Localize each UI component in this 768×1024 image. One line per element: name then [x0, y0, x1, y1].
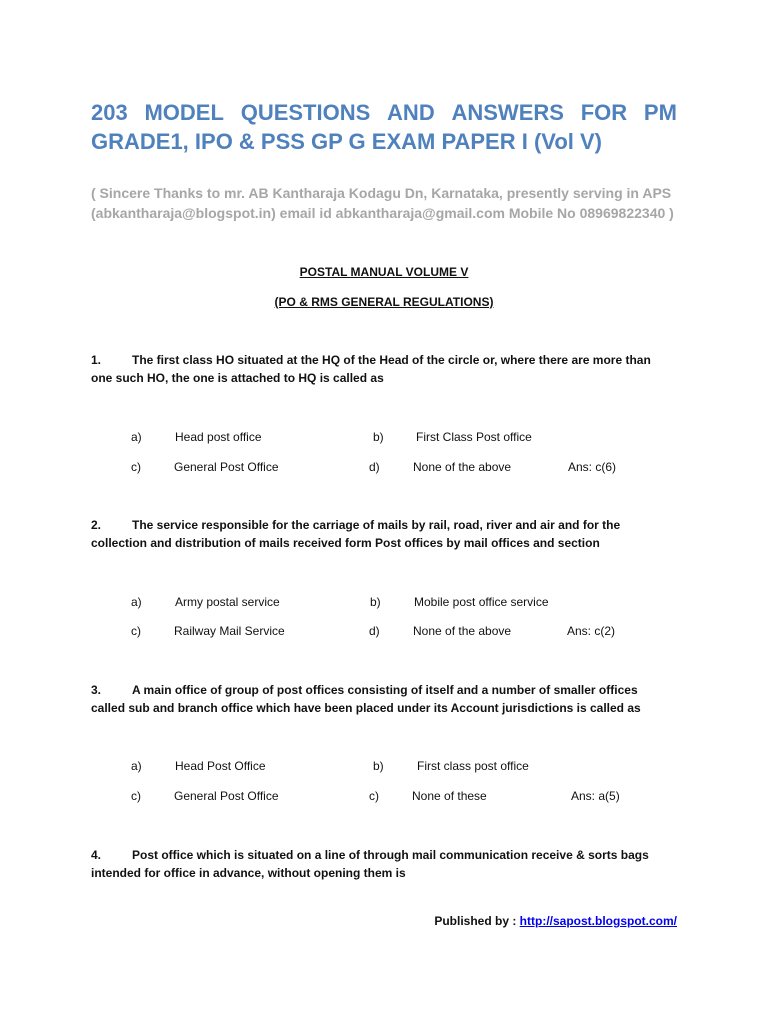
- title-word: QUESTIONS: [240, 100, 371, 125]
- section-heading: POSTAL MANUAL VOLUME V: [299, 265, 469, 279]
- question-1: [91, 352, 691, 387]
- title-word: FOR: [580, 100, 628, 125]
- option-letter: c): [131, 460, 141, 474]
- option-text: None of these: [412, 789, 487, 803]
- question-number: 1.: [91, 353, 102, 367]
- question-number: 3.: [91, 683, 102, 697]
- question-text: called sub and branch office which have been placed under its Account jurisdictions is called as: [91, 700, 641, 715]
- question-line: [91, 682, 691, 700]
- question-line: [91, 517, 691, 535]
- credits-line-2: (abkantharaja@blogspot.in) email id abkantharaja@gmail.com Mobile No 08969822340 ): [91, 205, 674, 221]
- question-text: A main office of group of post offices consisting of itself and a number of smaller offices: [132, 683, 638, 697]
- answer-label: Ans: c(6): [568, 460, 617, 474]
- credits: [91, 183, 691, 223]
- option-letter: b): [373, 759, 384, 773]
- option-text: General Post Office: [174, 789, 279, 803]
- option-text: General Post Office: [174, 460, 279, 474]
- option-letter: d): [369, 624, 380, 638]
- answer-label: Ans: c(2): [567, 624, 616, 638]
- answer-label: Ans: a(5): [571, 789, 620, 803]
- question-text: The first class HO situated at the HQ of the Head of the circle or, where there are more than: [132, 353, 651, 367]
- question-3: [91, 682, 691, 717]
- question-text: The service responsible for the carriage of mails by rail, road, river and air and for the: [132, 518, 621, 532]
- option-text: First Class Post office: [416, 430, 532, 444]
- option-letter: c): [369, 789, 379, 803]
- option-text: Railway Mail Service: [174, 624, 285, 638]
- option-text: Head post office: [175, 430, 262, 444]
- option-letter: d): [369, 460, 380, 474]
- title-line-1: [91, 98, 677, 127]
- question-text: intended for office in advance, without opening them is: [91, 865, 406, 880]
- question-text: Post office which is situated on a line of through mail communication receive & sorts bags: [132, 848, 649, 862]
- option-text: Army postal service: [175, 595, 280, 609]
- option-letter: a): [131, 595, 142, 609]
- option-text: None of the above: [413, 460, 512, 474]
- option-text: Head Post Office: [175, 759, 266, 773]
- option-text: First class post office: [417, 759, 529, 773]
- title-word: PM: [643, 100, 677, 125]
- question-number: 4.: [91, 848, 102, 862]
- title-word: MODEL: [144, 100, 224, 125]
- publisher-footer: [434, 914, 677, 928]
- question-text: collection and distribution of mails received form Post offices by mail offices and section: [91, 535, 600, 550]
- question-2: [91, 517, 691, 552]
- section-subheading: (PO & RMS GENERAL REGULATIONS): [274, 295, 494, 309]
- document-title: [91, 98, 677, 156]
- credits-line-1: ( Sincere Thanks to mr. AB Kantharaja Kodagu Dn, Karnataka, presently serving in APS: [91, 185, 672, 201]
- option-text: None of the above: [413, 624, 512, 638]
- option-letter: c): [131, 624, 141, 638]
- question-number: 2.: [91, 518, 102, 532]
- option-letter: b): [370, 595, 381, 609]
- title-word: AND: [387, 100, 435, 125]
- question-line: [91, 352, 691, 370]
- option-text: Mobile post office service: [414, 595, 549, 609]
- title-line-2: GRADE1, IPO & PSS GP G EXAM PAPER I (Vol V): [91, 129, 602, 154]
- option-letter: b): [373, 430, 384, 444]
- publisher-link[interactable]: http://sapost.blogspot.com/: [519, 914, 677, 928]
- question-text: one such HO, the one is attached to HQ is called as: [91, 370, 384, 385]
- publisher-label: Published by :: [434, 914, 520, 928]
- title-word: ANSWERS: [451, 100, 564, 125]
- question-4: [91, 847, 691, 882]
- option-letter: a): [131, 430, 142, 444]
- option-letter: a): [131, 759, 142, 773]
- question-line: [91, 847, 691, 865]
- title-word: 203: [91, 100, 128, 125]
- option-letter: c): [131, 789, 141, 803]
